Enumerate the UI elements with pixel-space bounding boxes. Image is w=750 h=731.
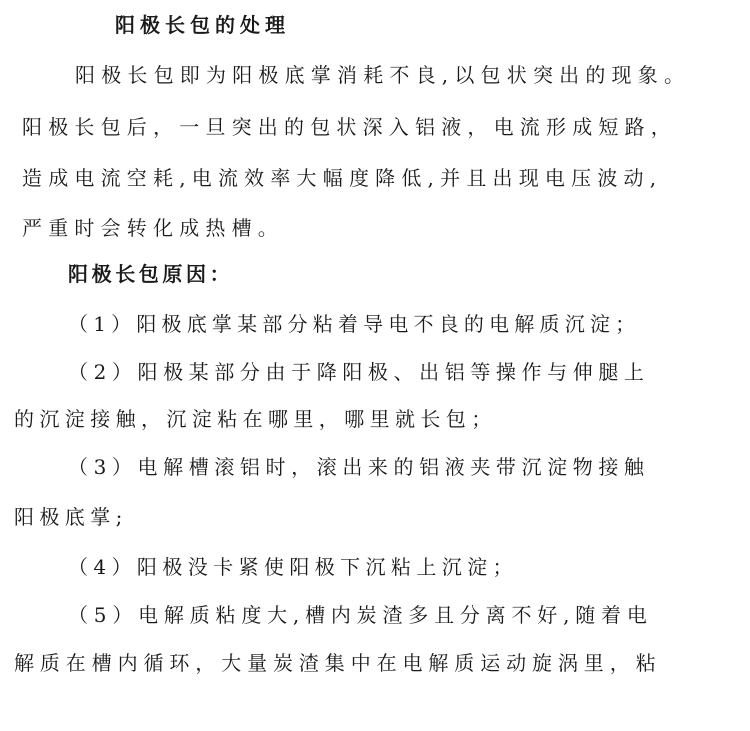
list-item-continuation: 阳极底掌; [14,505,128,529]
list-item: （2）阳极某部分由于降阳极、出铝等操作与伸腿上 [68,360,650,384]
section-title: 阳极长包的处理 [115,13,290,37]
list-item: （3）电解槽滚铝时，滚出来的铝液夹带沉淀物接触 [68,455,650,479]
list-item-continuation: 解质在槽内循环，大量炭渣集中在电解质运动旋涡里，粘 [14,651,662,675]
paragraph-line: 阳极长包即为阳极底掌消耗不良,以包状突出的现象。 [75,63,691,87]
list-item-continuation: 的沉淀接触，沉淀粘在哪里，哪里就长包； [14,407,497,431]
subsection-heading: 阳极长包原因： [68,262,234,286]
paragraph-line: 阳极长包后，一旦突出的包状深入铝液，电流形成短路， [22,115,677,139]
paragraph-line: 严重时会转化成热槽。 [22,216,284,240]
list-item: （5）电解质粘度大,槽内炭渣多且分离不好,随着电 [68,603,653,627]
list-item: （1）阳极底掌某部分粘着导电不良的电解质沉淀； [68,312,641,336]
paragraph-line: 造成电流空耗,电流效率大幅度降低,并且出现电压波动, [22,166,663,190]
list-item: （4）阳极没卡紧使阳极下沉粘上沉淀； [68,555,518,579]
